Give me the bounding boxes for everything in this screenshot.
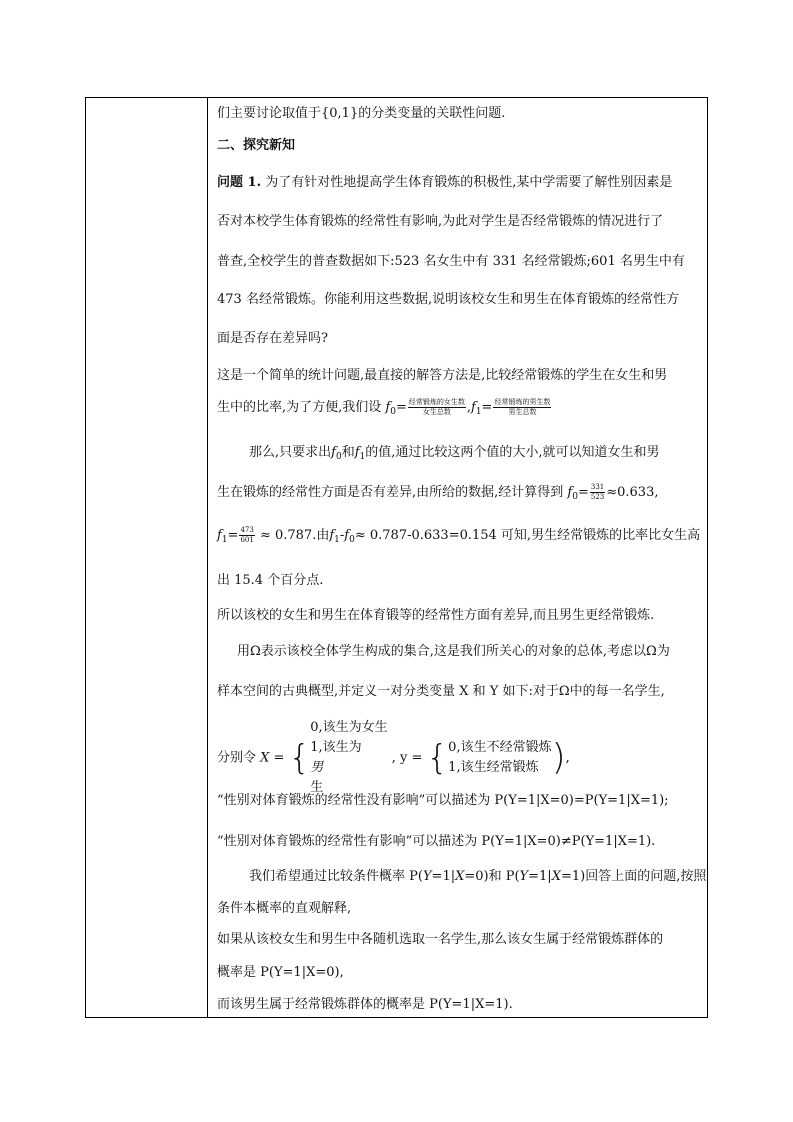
- x-cases: 0,该生为女生 1,该生为 男 生: [310, 720, 388, 795]
- intro-line: 们主要讨论取值于{0,1}的分类变量的关联性问题.: [217, 106, 506, 121]
- omega-line-1: 用Ω表示该校全体学生构成的集合,这是我们所关心的对象的总体,考虑以Ω为: [237, 644, 670, 659]
- random-selection-line: 如果从该校女生和男生中各随机选取一名学生,那么该女生属于经常锻炼群体的: [217, 932, 664, 947]
- problem-line-3: 普查,全校学生的普查数据如下:523 名女生中有 331 名经常锻炼;601 名男生中有: [217, 254, 685, 269]
- f0-definition-fraction: $\frac{\text{经常锻炼的女生数}}{\text{女生总数}}$: [408, 398, 465, 416]
- column-divider: [207, 98, 208, 1017]
- body-line-4: 出 15.4 个百分点.: [217, 573, 324, 588]
- answer-line-2: 生中的比率,为了方便,我们设 $f_0=$ $\frac{\text{经常锻炼的女生数}}{\text{女生总数}}$ $,f_1=$ $\frac{\text{经常锻炼的男生数}}{\text{男生总数}}$: [217, 398, 551, 417]
- effect-line: “性别对体育锻炼的经常性有影响”可以描述为 P(Y=1|X=0)≠P(Y=1|X=1).: [217, 834, 656, 849]
- f1-value-fraction: $\frac{473}{601}$: [240, 526, 254, 544]
- body-line-3: $f_1=$ $\frac{473}{601}$ ≈ 0.787.由$f_1-f_0\approx 0.787-0.633=0.154$ 可知,男生经常锻炼的比率比女生高: [217, 526, 701, 545]
- body-line-2: 生在锻炼的经常性方面是否有差异,由所给的数据,经计算得到 $f_0=$ $\frac{331}{523}$ ≈0.633,: [217, 483, 659, 502]
- problem-line-2: 否对本校学生体育锻炼的经常性有影响,为此对学生是否经常锻炼的情况进行了: [217, 214, 664, 229]
- female-prob-line: 概率是 P(Y=1|X=0),: [217, 965, 344, 980]
- conclusion-line: 所以该校的女生和男生在体育锻等的经常性方面有差异,而且男生更经常锻炼.: [217, 608, 655, 623]
- left-brace-icon: {: [426, 738, 449, 778]
- content-table: [85, 97, 708, 1018]
- conditional-prob-line-2: 条件本概率的直观解释,: [217, 901, 352, 916]
- problem-line-5: 面是否存在差异吗?: [217, 331, 328, 346]
- left-brace-icon: {: [288, 738, 311, 778]
- no-effect-line: “性别对体育锻炼的经常性没有影响”可以描述为 P(Y=1|X=0)=P(Y=1|X=1);: [217, 793, 669, 808]
- section-heading: 二、探究新知: [217, 138, 296, 153]
- problem-label: 问题 1.: [217, 175, 262, 190]
- answer-line-1: 这是一个简单的统计问题,最直接的解答方法是,比较经常锻炼的学生在女生和男: [217, 368, 668, 383]
- problem-line-1: 问题 1. 为了有针对性地提高学生体育锻炼的积极性,某中学需要了解性别因素是: [217, 175, 673, 190]
- omega-line-2: 样本空间的古典概型,并定义一对分类变量 X 和 Y 如下:对于Ω中的每一名学生,: [217, 684, 665, 699]
- f0-value-fraction: $\frac{331}{523}$: [590, 483, 605, 501]
- right-paren-icon: ): [551, 737, 566, 778]
- problem-line-4: 473 名经常锻炼。你能利用这些数据,说明该校女生和男生在体育锻炼的经常性方: [217, 292, 680, 307]
- male-prob-line: 而该男生属于经常锻炼群体的概率是 P(Y=1|X=1).: [217, 997, 513, 1012]
- f1-definition-fraction: $\frac{\text{经常锻炼的男生数}}{\text{男生总数}}$: [494, 398, 551, 416]
- variable-definition-line: 分别令 X = { 0,该生为女生 1,该生为 男 生 , y = { 0,该生不经常锻炼 1,该生经常锻炼 ),: [217, 718, 570, 798]
- y-cases: 0,该生不经常锻炼 1,该生经常锻炼: [448, 740, 552, 775]
- conditional-prob-line-1: 我们希望通过比较条件概率 P(Y=1|X=0)和 P(Y=1|X=1)回答上面的问题,按照: [249, 869, 707, 884]
- body-line-1: 那么,只要求出$f_0$和$f_1$的值,通过比较这两个值的大小,就可以知道女生和男: [249, 445, 660, 462]
